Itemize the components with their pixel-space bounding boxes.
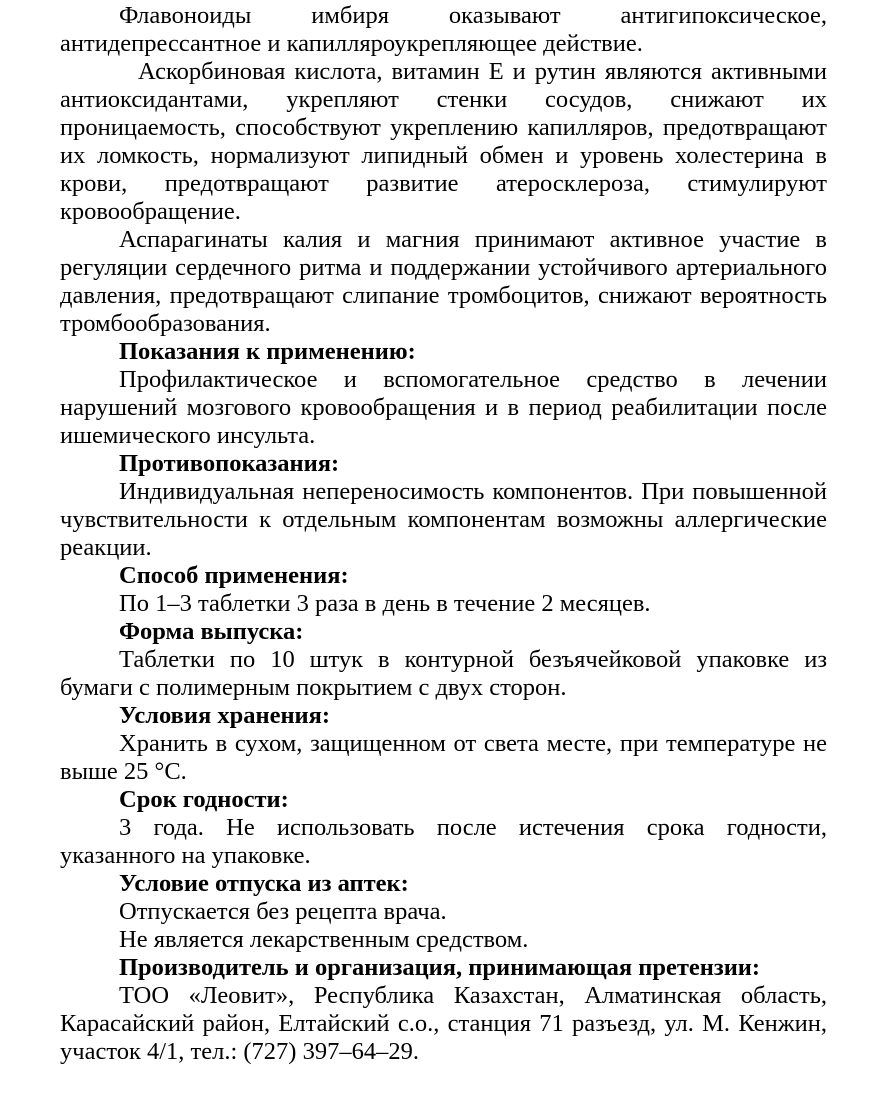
paragraph-usage: По 1–3 таблетки 3 раза в день в течение 2 месяцев. (119, 590, 651, 617)
paragraph-flavonoids: Флавоноиды имбиря оказывают антигипоксическое, антидепрессантное и капилляроукрепляющее действие. (60, 2, 827, 57)
heading-contraindications: Противопоказания: (119, 450, 340, 477)
heading-storage: Условия хранения: (119, 702, 331, 729)
heading-indications: Показания к применению: (119, 338, 416, 365)
paragraph-storage: Хранить в сухом, защищенном от света месте, при температуре не выше 25 °С. (60, 730, 827, 785)
heading-dispensing: Условие отпуска из аптек: (119, 870, 409, 897)
paragraph-dispensing-prescription: Отпускается без рецепта врача. (119, 898, 447, 925)
paragraph-manufacturer: ТОО «Леовит», Республика Казахстан, Алматинская область, Карасайский район, Елтайский с.о., станция 71 разъезд, ул. М. Кенжин, участок 4/1, тел.: (727) 397–64–29. (60, 982, 827, 1065)
paragraph-asparaginates: Аспарагинаты калия и магния принимают активное участие в регуляции сердечного ритма и поддержании устойчивого артериального давления, предотвращают слипание тромбоцитов, снижают вероятность тромбообразования. (60, 226, 827, 337)
document-page (60, 2, 827, 1066)
heading-release-form: Форма выпуска: (119, 618, 304, 645)
paragraph-release-form: Таблетки по 10 штук в контурной безъячейковой упаковке из бумаги с полимерным покрытием с двух сторон. (60, 646, 827, 701)
paragraph-shelf-life: 3 года. Не использовать после истечения срока годности, указанного на упаковке. (60, 814, 827, 869)
heading-shelf-life: Срок годности: (119, 786, 289, 813)
paragraph-indications: Профилактическое и вспомогательное средство в лечении нарушений мозгового кровообращения и в период реабилитации после ишемического инсульта. (60, 366, 827, 449)
paragraph-contraindications: Индивидуальная непереносимость компонентов. При повышенной чувствительности к отдельным компонентам возможны аллергические реакции. (60, 478, 827, 561)
paragraph-dispensing-status: Не является лекарственным средством. (119, 926, 529, 953)
paragraph-ascorbic-acid: Аскорбиновая кислота, витамин Е и рутин являются активными антиоксидантами, укрепляют стенки сосудов, снижают их проницаемость, способствуют укреплению капилляров, предотвращают их ломкость, нормализуют липидный обмен и уровень холестерина в крови, предотвращают развитие атеросклероза, стимулируют кровообращение. (60, 58, 827, 225)
heading-manufacturer: Производитель и организация, принимающая претензии: (119, 954, 761, 981)
heading-usage: Способ применения: (119, 562, 349, 589)
